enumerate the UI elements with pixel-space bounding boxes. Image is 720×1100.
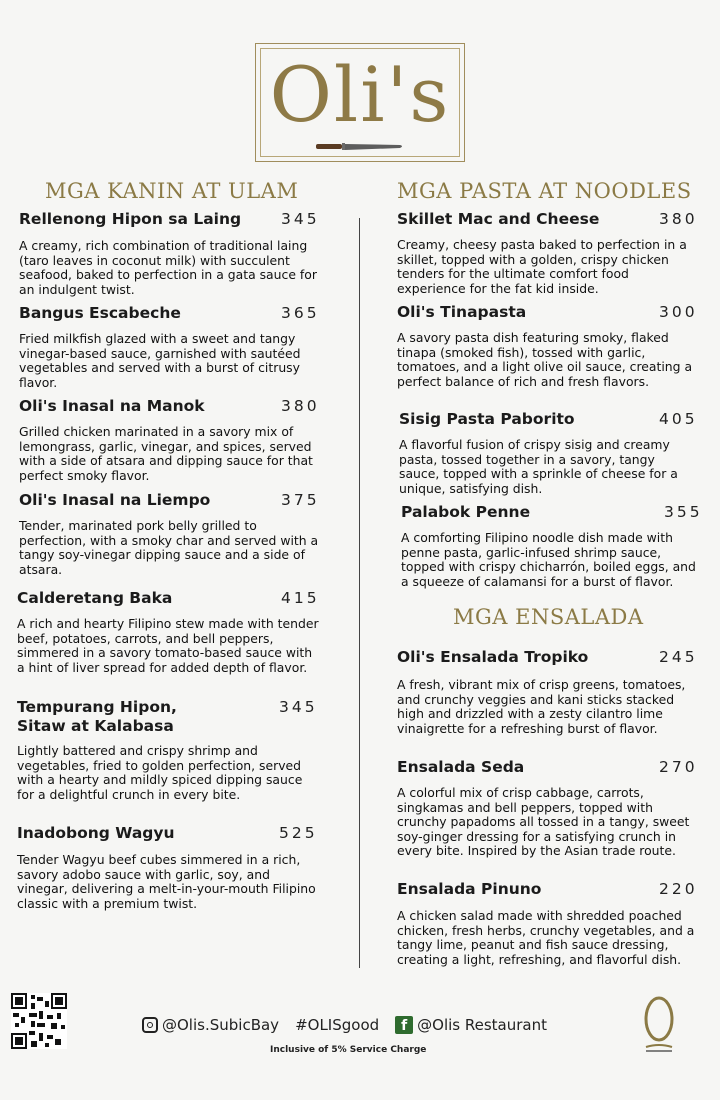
item-name: Inadobong Wagyu (17, 824, 175, 842)
item-price: 245 (659, 648, 698, 666)
item-price: 375 (281, 491, 320, 509)
item-description: A flavorful fusion of crispy sisig and creamy pasta, tossed together in a savory, tangy sauce, topped with a sprinkle of cheese for a unique, satisfying dish. (399, 437, 678, 496)
menu-item (397, 210, 697, 296)
section-title-ensalada: MGA ENSALADA (453, 605, 644, 629)
menu-item (397, 303, 697, 389)
item-price: 300 (659, 303, 698, 321)
item-name: Rellenong Hipon sa Laing (19, 210, 242, 228)
facebook-link[interactable] (395, 1016, 547, 1034)
menu-item (19, 491, 319, 577)
item-price: 220 (659, 880, 698, 898)
knife-icon (316, 141, 404, 153)
menu-item (17, 824, 319, 911)
item-name: Oli's Inasal na Manok (19, 397, 205, 415)
item-name: Oli's Inasal na Liempo (19, 491, 211, 509)
facebook-icon: f (395, 1016, 413, 1034)
item-name: Oli's Ensalada Tropiko (397, 648, 589, 666)
instagram-handle: @Olis.SubicBay (162, 1016, 280, 1034)
item-description: A creamy, rich combination of traditional laing (taro leaves in coconut milk) with succulent seafood, baked to perfection in a gata sauce for an indulgent twist. (19, 238, 317, 297)
hashtag: #OLISgood (295, 1016, 380, 1034)
logo-wordmark: Oli's (269, 50, 451, 139)
service-charge-note: Inclusive of 5% Service Charge (270, 1045, 427, 1055)
item-price: 365 (281, 304, 320, 322)
item-name: Calderetang Baka (17, 589, 173, 607)
menu-item (401, 503, 703, 589)
item-price: 380 (659, 210, 698, 228)
menu-item (397, 758, 697, 859)
item-description: A rich and hearty Filipino stew made with tender beef, potatoes, carrots, and bell peppers, simmered in a savory tomato-based sauce with a hint of liver spread for added depth of flavor. (17, 616, 319, 675)
menu-item (397, 880, 697, 967)
section-title-kanin: MGA KANIN AT ULAM (45, 179, 299, 203)
item-price: 405 (659, 410, 698, 428)
item-price: 270 (659, 758, 698, 776)
menu-item (399, 410, 697, 496)
item-description: A colorful mix of crisp cabbage, carrots, singkamas and bell peppers, topped with crunchy papadoms all tossed in a tangy, sweet soy-ginger dressing for a satisfying crunch in every bite. Inspired by the Asian trade route. (397, 785, 690, 858)
facebook-handle: @Olis Restaurant (417, 1016, 547, 1034)
logo-frame (255, 43, 465, 162)
menu-item (17, 698, 319, 802)
section-title-pasta: MGA PASTA AT NOODLES (397, 179, 692, 203)
item-description: Lightly battered and crispy shrimp and vegetables, fried to golden perfection, served with a hearty and mildly spiced dipping sauce for a delightful crunch in every bite. (17, 743, 303, 802)
instagram-link[interactable] (142, 1016, 279, 1034)
item-description: Grilled chicken marinated in a savory mix of lemongrass, garlic, vinegar, and spices, served with a side of atsara and dipping sauce for that perfect smoky flavor. (19, 424, 313, 483)
item-name: Tempurang Hipon, Sitaw at Kalabasa (17, 698, 177, 735)
item-name: Palabok Penne (401, 503, 531, 521)
item-name: Skillet Mac and Cheese (397, 210, 600, 228)
item-description: A savory pasta dish featuring smoky, flaked tinapa (smoked fish), tossed with garlic, tomatoes, and a light olive oil sauce, creating a perfect balance of rich and fresh flavors. (397, 330, 693, 389)
item-name: Oli's Tinapasta (397, 303, 527, 321)
item-description: A chicken salad made with shredded poached chicken, fresh herbs, crunchy vegetables, and a tangy lime, peanut and fish sauce dressing, creating a light, refreshing, and flavorful dish. (397, 908, 695, 967)
item-description: Creamy, cheesy pasta baked to perfection in a skillet, topped with a golden, crispy chicken tenders for the ultimate comfort food experience for the fat kid inside. (397, 237, 687, 296)
item-price: 345 (281, 210, 320, 228)
item-name: Sisig Pasta Paborito (399, 410, 575, 428)
item-description: Tender, marinated pork belly grilled to perfection, with a smoky char and served with a tangy soy-vinegar dipping sauce and a side of atsara. (19, 518, 319, 577)
item-price: 415 (281, 589, 320, 607)
item-description: A fresh, vibrant mix of crisp greens, tomatoes, and crunchy veggies and kani sticks stacked high and drizzled with a zesty cilantro lime vinaigrette for a refreshing burst of flavor. (397, 677, 686, 736)
olis-monogram-icon (643, 995, 675, 1057)
social-links (142, 1016, 547, 1034)
item-description: A comforting Filipino noodle dish made with penne pasta, garlic-infused shrimp sauce, topped with crispy chicharrón, boiled eggs, and a squeeze of calamansi for a burst of flavor. (401, 530, 696, 589)
qr-code-icon[interactable] (11, 993, 67, 1049)
item-price: 345 (279, 698, 318, 716)
item-description: Fried milkfish glazed with a sweet and tangy vinegar-based sauce, garnished with sautéed vegetables and served with a burst of citrusy flavor. (19, 331, 301, 390)
menu-item (19, 210, 319, 297)
item-description: Tender Wagyu beef cubes simmered in a rich, savory adobo sauce with garlic, soy, and vinegar, delivering a melt-in-your-mouth Filipino classic with a premium twist. (17, 852, 316, 911)
item-price: 380 (281, 397, 320, 415)
menu-item (397, 648, 697, 736)
item-name: Ensalada Seda (397, 758, 525, 776)
menu-item (17, 589, 319, 675)
column-divider (359, 218, 360, 968)
item-price: 525 (279, 824, 318, 842)
item-name: Bangus Escabeche (19, 304, 181, 322)
menu-item (19, 397, 319, 483)
menu-item (19, 304, 319, 390)
instagram-icon (142, 1017, 158, 1033)
item-price: 355 (664, 503, 703, 521)
item-name: Ensalada Pinuno (397, 880, 542, 898)
